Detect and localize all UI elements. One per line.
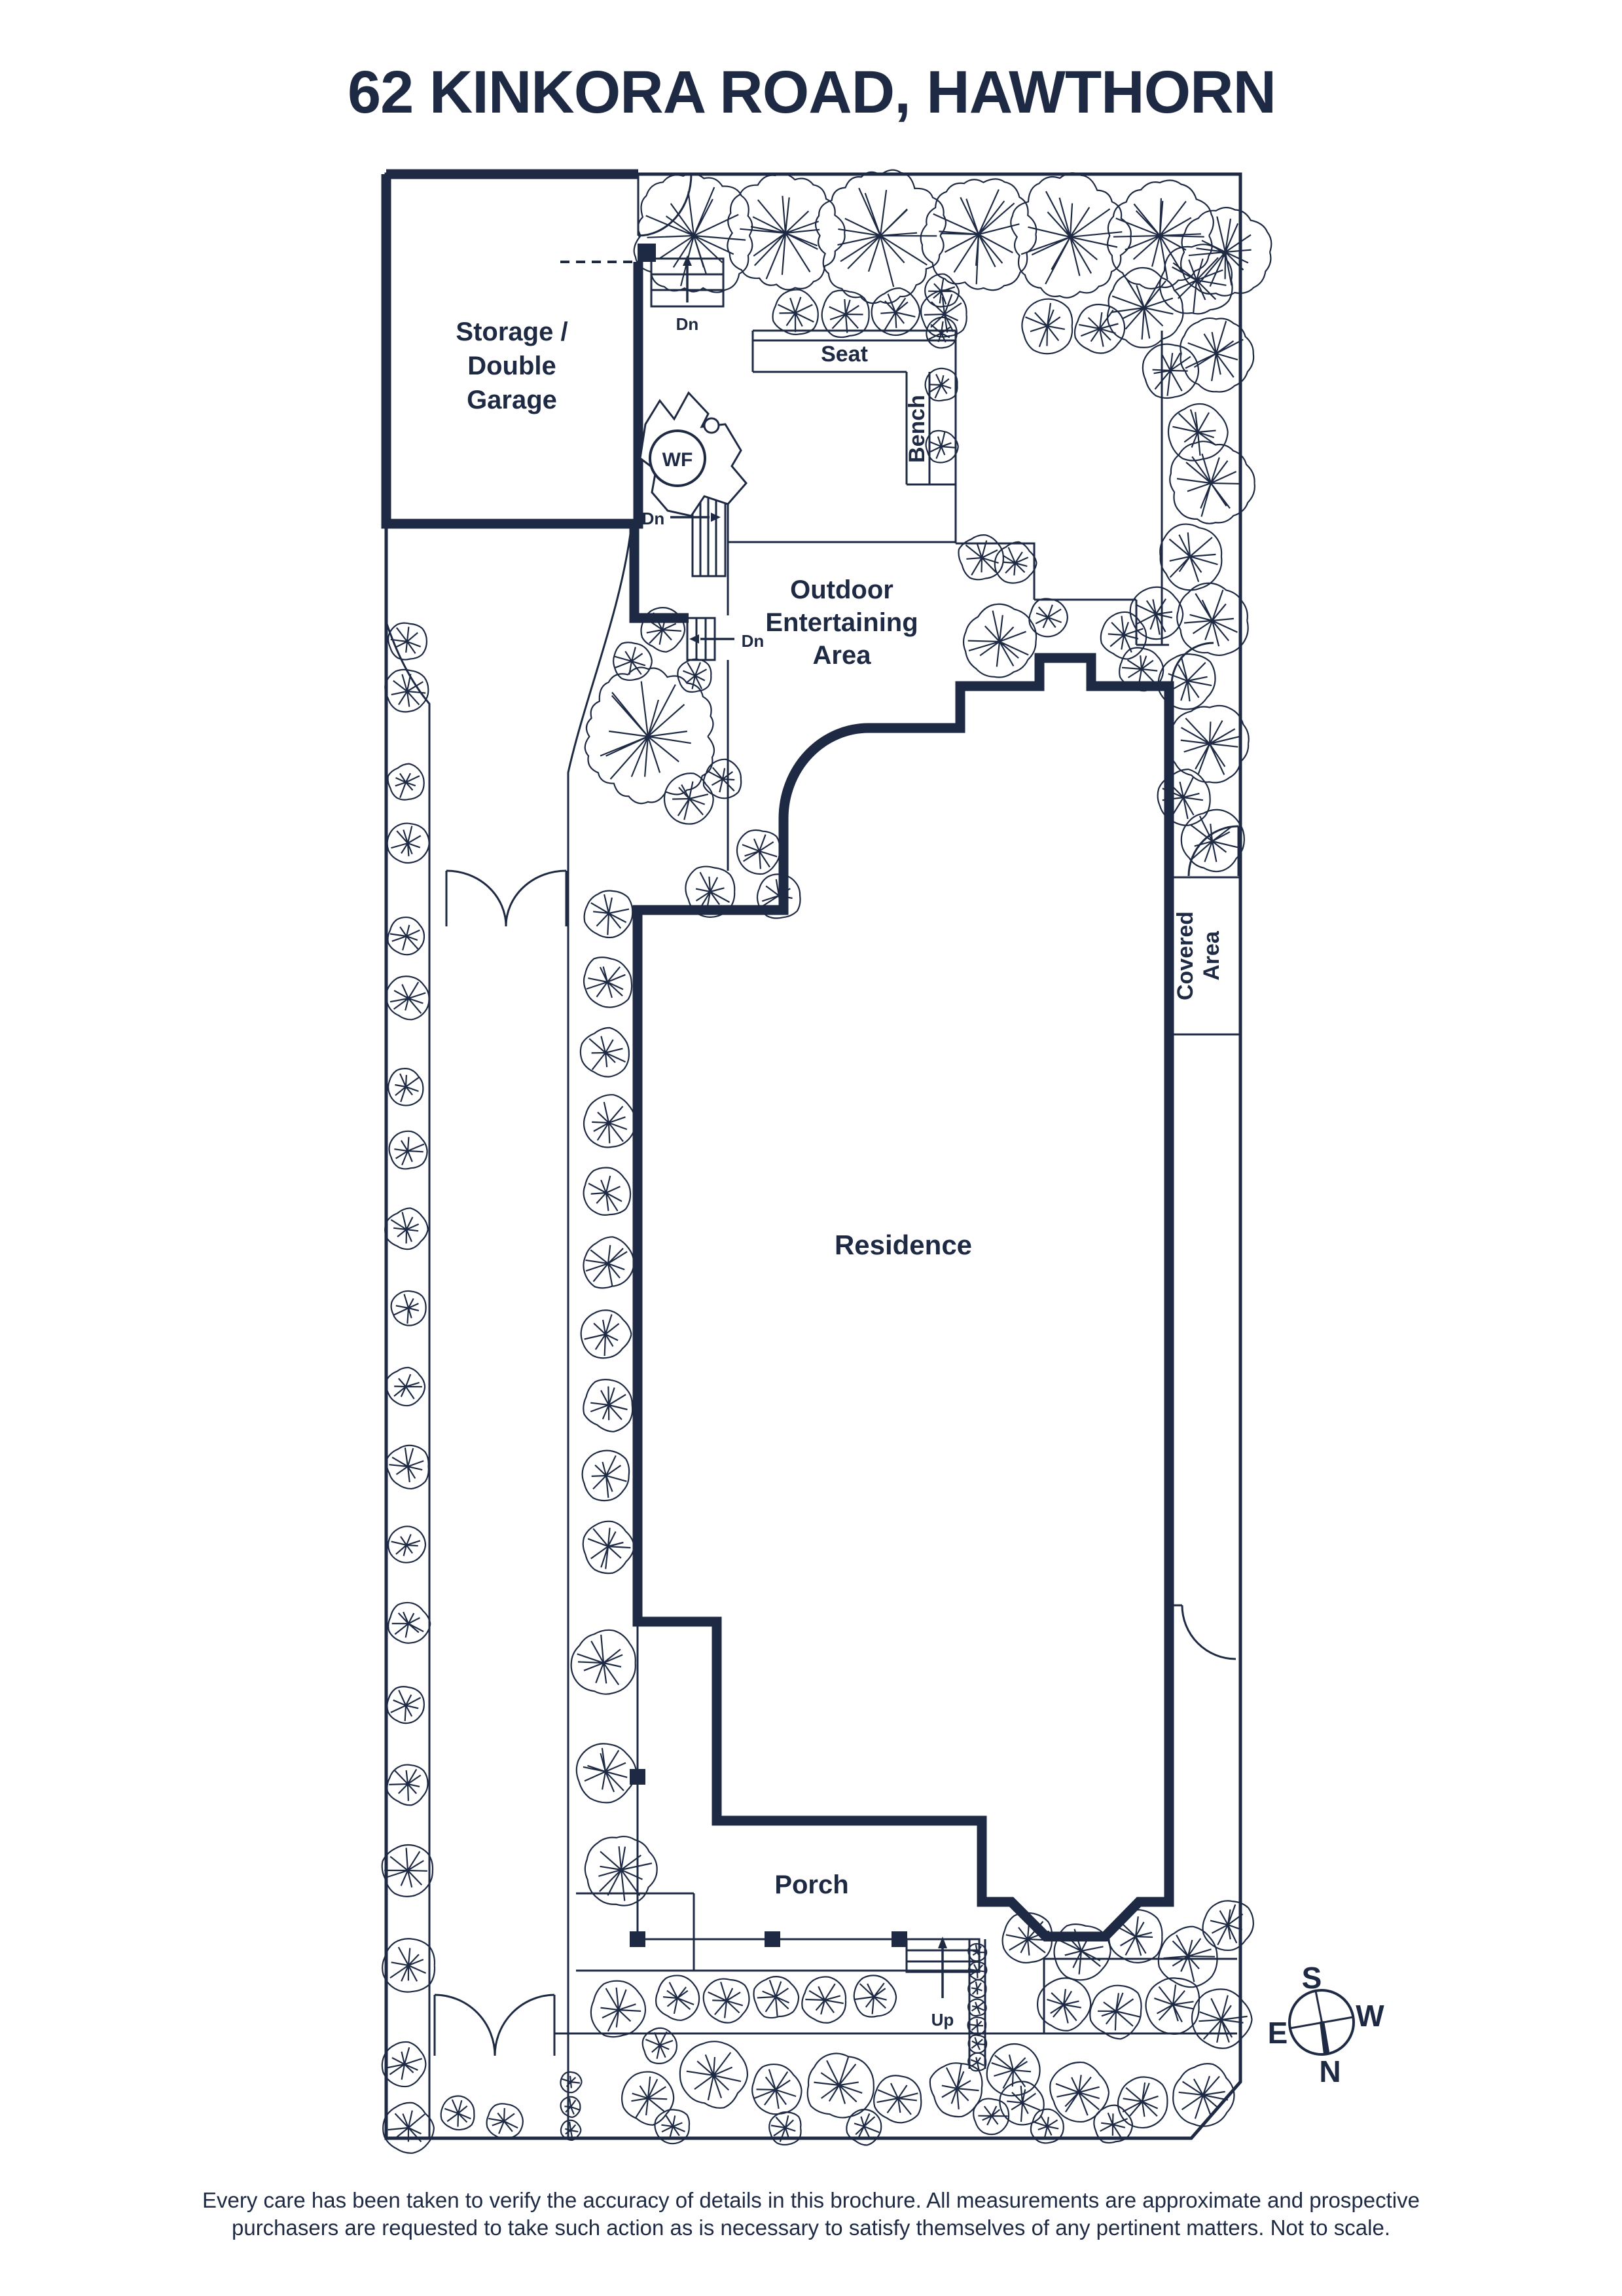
tree-icon bbox=[577, 1743, 636, 1802]
covered-area-label: Area bbox=[1199, 931, 1224, 981]
shrub-icon bbox=[969, 2035, 987, 2052]
shrub-icon bbox=[968, 2017, 986, 2035]
tree-icon bbox=[387, 1765, 427, 1806]
porch-column bbox=[630, 1769, 645, 1785]
tree-icon bbox=[1159, 1927, 1217, 1987]
tree-icon bbox=[874, 2075, 921, 2123]
tree-icon bbox=[388, 1603, 430, 1643]
tree-icon bbox=[385, 670, 428, 712]
tree-icon bbox=[585, 1836, 657, 1906]
garage-walls bbox=[386, 174, 638, 524]
tree-icon bbox=[386, 1368, 425, 1406]
stairs-outdoor-dn bbox=[687, 618, 734, 660]
tree-icon bbox=[1022, 299, 1072, 354]
tree-icon bbox=[680, 2041, 748, 2108]
tree-icon bbox=[1143, 344, 1198, 398]
shrub-icon bbox=[561, 2097, 581, 2117]
outdoor-label: Outdoor bbox=[790, 575, 893, 604]
tree-icon bbox=[964, 604, 1036, 678]
tree-icon bbox=[656, 1975, 699, 2020]
tree-icon bbox=[872, 288, 920, 335]
tree-icon bbox=[385, 1208, 428, 1249]
tree-icon bbox=[854, 1975, 896, 2016]
tree-icon bbox=[1173, 2064, 1234, 2126]
tree-icon bbox=[583, 1522, 634, 1573]
tree-icon bbox=[926, 431, 958, 463]
tree-icon bbox=[441, 2096, 475, 2130]
tree-icon bbox=[581, 1310, 632, 1358]
tree-icon bbox=[925, 274, 959, 307]
tree-icon bbox=[1203, 1901, 1253, 1950]
tree-icon bbox=[1011, 173, 1131, 297]
porch-column bbox=[892, 1931, 907, 1947]
tree-icon bbox=[737, 830, 780, 874]
up-label: Up bbox=[931, 2010, 954, 2030]
porch-column bbox=[630, 1931, 645, 1947]
tree-icon bbox=[387, 1686, 424, 1723]
tree-icon bbox=[1168, 404, 1228, 461]
tree-icon bbox=[1090, 1986, 1141, 2039]
tree-icon bbox=[585, 891, 633, 938]
tree-icon bbox=[1130, 587, 1183, 639]
tree-icon bbox=[584, 1095, 636, 1147]
wf-label: WF bbox=[662, 449, 693, 471]
tree-icon bbox=[585, 667, 714, 803]
compass-east: E bbox=[1267, 2016, 1288, 2050]
garage-label: Storage / bbox=[456, 318, 568, 346]
tree-icon bbox=[1000, 2081, 1043, 2124]
garage-label: Garage bbox=[467, 386, 557, 414]
tree-icon bbox=[1101, 612, 1146, 659]
tree-icon bbox=[386, 976, 429, 1019]
tree-icon bbox=[584, 957, 632, 1007]
tree-icon bbox=[987, 2044, 1040, 2096]
tree-icon bbox=[583, 1237, 634, 1288]
driveway-gate-upper bbox=[446, 871, 566, 926]
tree-icon bbox=[388, 764, 424, 800]
tree-icon bbox=[921, 179, 1037, 290]
shrub-icon bbox=[968, 1980, 986, 1998]
porch-label: Porch bbox=[774, 1870, 849, 1899]
tree-icon bbox=[584, 1168, 630, 1215]
water-feature bbox=[640, 393, 746, 516]
tree-icon bbox=[1180, 318, 1253, 392]
tree-icon bbox=[1050, 2062, 1109, 2122]
compass-needle bbox=[1320, 2021, 1329, 2054]
tree-icon bbox=[769, 2112, 801, 2145]
dn-label: Dn bbox=[676, 314, 699, 334]
dn-label: Dn bbox=[641, 509, 665, 528]
shrub-icon bbox=[968, 1944, 986, 1961]
tree-icon bbox=[973, 2099, 1009, 2135]
bench-label: Bench bbox=[905, 395, 929, 463]
tree-icon bbox=[389, 1131, 427, 1169]
tree-icon bbox=[1037, 1978, 1090, 2030]
buildings bbox=[386, 174, 1169, 1947]
tree-icon bbox=[752, 2064, 801, 2114]
tree-icon bbox=[581, 1028, 629, 1077]
courtyard-wall bbox=[634, 524, 689, 618]
tree-icon bbox=[382, 1939, 435, 1992]
seat-label: Seat bbox=[821, 342, 868, 367]
outdoor-label: Entertaining bbox=[765, 608, 918, 637]
garden-door-arc bbox=[638, 174, 691, 236]
tree-icon bbox=[664, 773, 713, 824]
page-title: 62 KINKORA ROAD, HAWTHORN bbox=[347, 59, 1276, 126]
tree-icon bbox=[704, 759, 741, 799]
compass-south: S bbox=[1301, 1961, 1322, 1995]
tree-icon bbox=[754, 1977, 799, 2018]
residence-walls bbox=[638, 658, 1169, 1937]
tree-icon bbox=[388, 1068, 423, 1105]
tree-icon bbox=[387, 1446, 429, 1489]
tree-icon bbox=[704, 1979, 749, 2023]
tree-icon bbox=[773, 289, 818, 335]
garage-label: Double bbox=[467, 352, 556, 380]
compass bbox=[1268, 1961, 1385, 2088]
tree-icon bbox=[591, 1981, 645, 2037]
tree-icon bbox=[583, 1451, 630, 1501]
tree-icon bbox=[383, 2103, 434, 2153]
driveway-gate-lower bbox=[435, 1995, 554, 2056]
shrub-icon bbox=[968, 1999, 986, 2016]
disclaimer-line-2: purchasers are requested to take such action as is necessary to satisfy themselves of any pertinent matters. Not to scale. bbox=[231, 2215, 1391, 2240]
outdoor-label: Area bbox=[812, 641, 871, 670]
tree-icon bbox=[802, 1977, 846, 2022]
tree-icon bbox=[487, 2104, 523, 2138]
porch-column bbox=[765, 1931, 780, 1947]
tree-icon bbox=[808, 2053, 874, 2117]
tree-icon bbox=[1192, 1989, 1252, 2048]
tree-icon bbox=[391, 1291, 426, 1326]
tree-icon bbox=[382, 1845, 433, 1897]
gates bbox=[435, 871, 566, 2056]
tree-icon bbox=[388, 1526, 425, 1562]
shrub-icon bbox=[560, 2072, 581, 2092]
tree-icon bbox=[382, 2042, 426, 2086]
tree-icon bbox=[387, 824, 429, 863]
tree-icon bbox=[387, 917, 424, 955]
tree-icon bbox=[1029, 598, 1068, 636]
residence-label: Residence bbox=[834, 1230, 973, 1260]
covered-area-label: Covered bbox=[1173, 911, 1198, 1001]
tree-icon bbox=[622, 2072, 674, 2125]
tree-icon bbox=[1177, 583, 1248, 655]
compass-west: W bbox=[1356, 1999, 1384, 2033]
tree-icon bbox=[583, 1379, 632, 1432]
dn-label: Dn bbox=[741, 631, 765, 651]
compass-north: N bbox=[1319, 2054, 1341, 2088]
tree-icon bbox=[1160, 524, 1221, 591]
disclaimer-line-1: Every care has been taken to verify the accuracy of details in this brochure. All measurements are approximate and prospective bbox=[202, 2188, 1420, 2212]
tree-icon bbox=[571, 1630, 636, 1694]
tree-icon bbox=[1108, 180, 1214, 289]
tree-icon bbox=[677, 659, 711, 692]
